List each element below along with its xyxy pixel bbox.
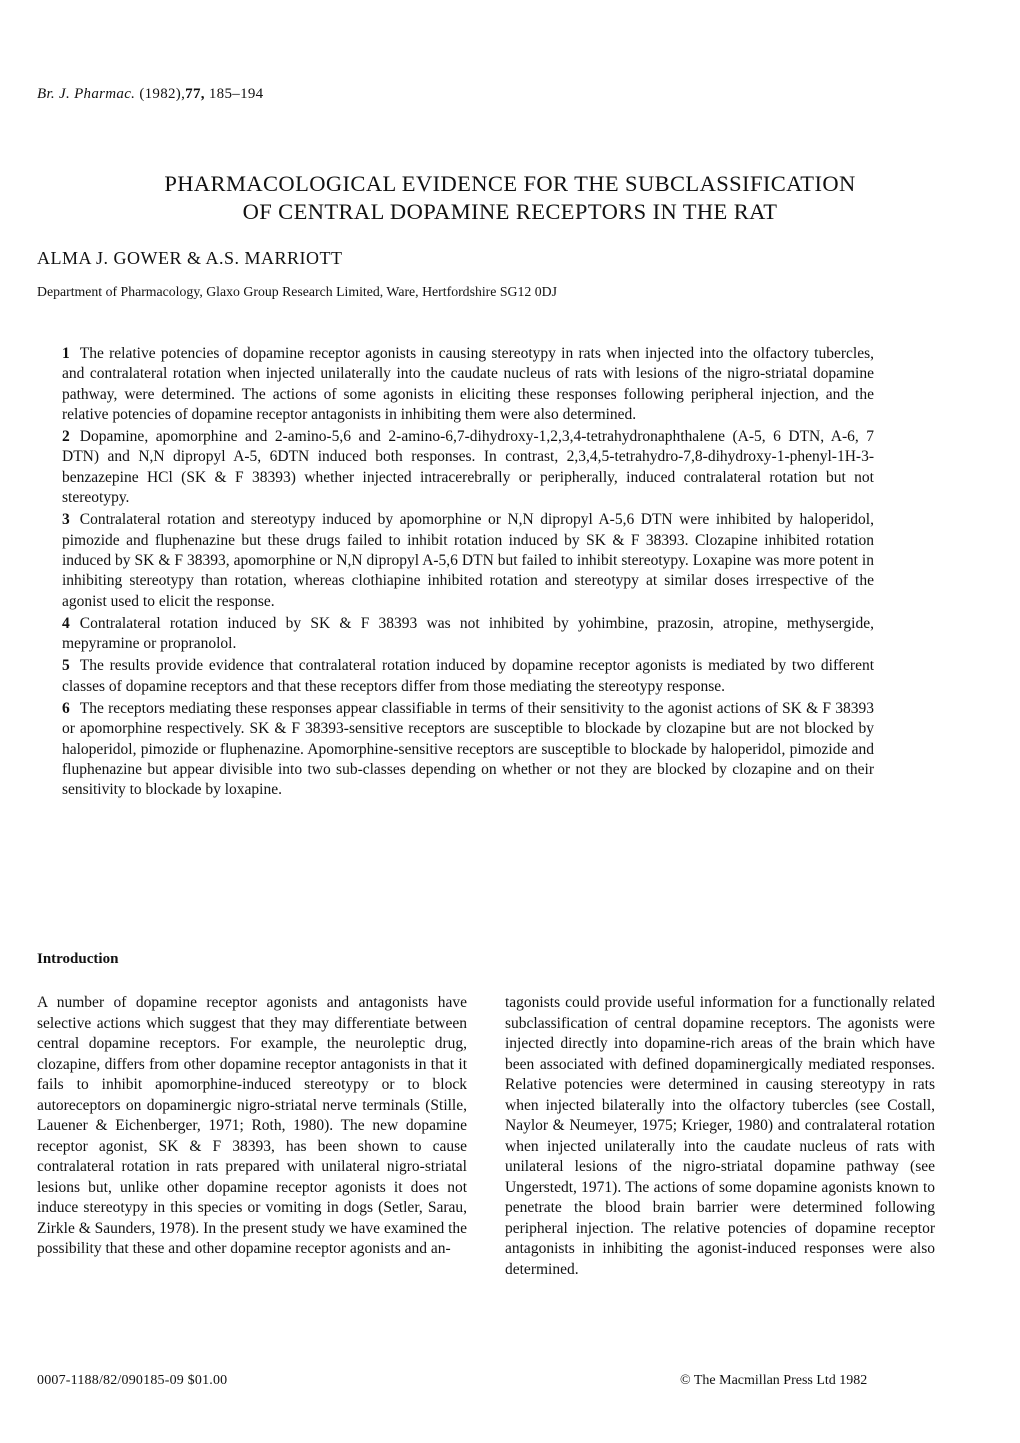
paragraph-text: The receptors mediating these responses appear classifiable in terms of their sensitivity to the agonist actions of SK & F 38393 or apomorphine respectively. SK & F 38393-sensitive receptors are susceptible to blockade by clozapine but are not blocked by haloperidol, pimozide or fluphenazine. Apomorphine-sensitive receptors are susceptible to blockade by haloperidol, pimozide and fluphenazine but appear divisible into two sub-classes depending on whether or not they are blocked by clozapine and on their sensitivity to blockade by loxapine.	[62, 700, 874, 799]
abstract-paragraph	[62, 656, 874, 697]
abstract-paragraph	[62, 614, 874, 655]
paragraph-number: 6	[62, 700, 70, 718]
article-title	[37, 170, 983, 226]
abstract-paragraph	[62, 427, 874, 508]
abstract	[62, 344, 874, 803]
journal-volume: 77,	[185, 86, 205, 102]
authors: ALMA J. GOWER & A.S. MARRIOTT	[37, 248, 343, 268]
footer-code: 0007-1188/82/090185-09 $01.00	[37, 1373, 228, 1388]
title-line-1: PHARMACOLOGICAL EVIDENCE FOR THE SUBCLASSIFICATION	[164, 171, 856, 196]
paragraph-number: 4	[62, 614, 70, 632]
paragraph-number: 5	[62, 657, 70, 675]
title-line-2: OF CENTRAL DOPAMINE RECEPTORS IN THE RAT	[242, 199, 778, 224]
paragraph-text: Contralateral rotation and stereotypy induced by apomorphine or N,N dipropyl A-5,6 DTN were inhibited by haloperidol, pimozide and fluphenazine but these drugs failed to inhibit rotation induced by SK & F 38393. Clozapine inhibited rotation induced by SK & F 38393, apomorphine or N,N dipropyl A-5,6 DTN but failed to inhibit stereotypy. Loxapine was more potent in inhibiting stereotypy than rotation, whereas clothiapine inhibited rotation and stereotypy at similar doses irrespective of the agonist used to elicit the response.	[62, 511, 874, 610]
footer-copyright: © The Macmillan Press Ltd 1982	[680, 1373, 868, 1388]
paragraph-text: Contralateral rotation induced by SK & F 38393 was not inhibited by yohimbine, prazosin, atropine, methysergide, mepyramine or propranolol.	[62, 614, 874, 653]
abstract-paragraph	[62, 699, 874, 800]
section-heading-introduction: Introduction	[37, 951, 119, 967]
text-column-left	[37, 993, 467, 1260]
paragraph-number: 3	[62, 511, 70, 529]
journal-name: Br. J. Pharmac.	[37, 86, 136, 102]
paragraph-text: Dopamine, apomorphine and 2-amino-5,6 and 2-amino-6,7-dihydroxy-1,2,3,4-tetrahydronaphthalene (A-5, 6 DTN, A-6, 7 DTN) and N,N dipropyl A-5, 6DTN induced both responses. In contrast, 2,3,4,5-tetrahydro-7,8-dihydroxy-1-phenyl-1H-3-benzazepine HCl (SK & F 38393) whether injected intracerebrally or peripherally, induced contralateral rotation but not stereotypy.	[62, 428, 874, 507]
paragraph-number: 2	[62, 428, 70, 446]
abstract-paragraph	[62, 510, 874, 611]
journal-year: (1982),	[139, 86, 186, 102]
body-paragraph: tagonists could provide useful information for a functionally related subclassification of central dopamine receptors. The agonists were injected directly into dopamine-rich areas of the brain which have been associated with defined dopaminergically mediated responses. Relative potencies were determined in causing stereotypy in rats when injected bilaterally into the olfactory tubercles (see Costall, Naylor & Neumeyer, 1975; Krieger, 1980) and contralateral rotation when injected unilaterally into the caudate nucleus of rats with unilateral lesions of the nigro-striatal dopamine pathway (see Ungerstedt, 1971). The actions of some dopamine agonists known to penetrate the blood brain barrier were determined following peripheral injection. The relative potencies of dopamine receptor antagonists in inhibiting the agonist-induced responses were also determined.	[505, 994, 935, 1278]
paragraph-number: 1	[62, 345, 70, 362]
affiliation: Department of Pharmacology, Glaxo Group Research Limited, Ware, Hertfordshire SG12 0DJ	[37, 284, 557, 299]
paragraph-text: The results provide evidence that contralateral rotation induced by dopamine receptor agonists is mediated by two different classes of dopamine receptors and that these receptors differ from those mediating the stereotypy response.	[62, 657, 874, 695]
text-column-right	[505, 993, 935, 1280]
abstract-paragraph	[62, 344, 874, 425]
body-paragraph: A number of dopamine receptor agonists and antagonists have selective actions which suggest that they may differentiate between central dopamine receptors. For example, the neuroleptic drug, clozapine, differs from other dopamine receptor antagonists in that it fails to inhibit apomorphine-induced stereotypy or to block autoreceptors on dopaminergic nigro-striatal nerve terminals (Stille, Lauener & Eichenberger, 1971; Roth, 1980). The new dopamine receptor agonist, SK & F 38393, has been shown to cause contralateral rotation in rats prepared with unilateral nigro-striatal lesions but, unlike other dopamine receptor agonists it does not induce stereotypy in this species or vomiting in dogs (Setler, Sarau, Zirkle & Saunders, 1978). In the present study we have examined the possibility that these and other dopamine receptor agonists and an-	[37, 994, 468, 1257]
journal-pages: 185–194	[208, 86, 264, 102]
journal-citation	[37, 86, 263, 103]
paragraph-text: The relative potencies of dopamine receptor agonists in causing stereotypy in rats when injected into the olfactory tubercles, and contralateral rotation when injected unilaterally into the caudate nucleus of rats with lesions of the nigro-striatal dopamine pathway, were determined. The actions of some agonists in eliciting these responses following peripheral injection, and the relative potencies of dopamine receptor antagonists in inhibiting them were also determined.	[62, 345, 874, 423]
